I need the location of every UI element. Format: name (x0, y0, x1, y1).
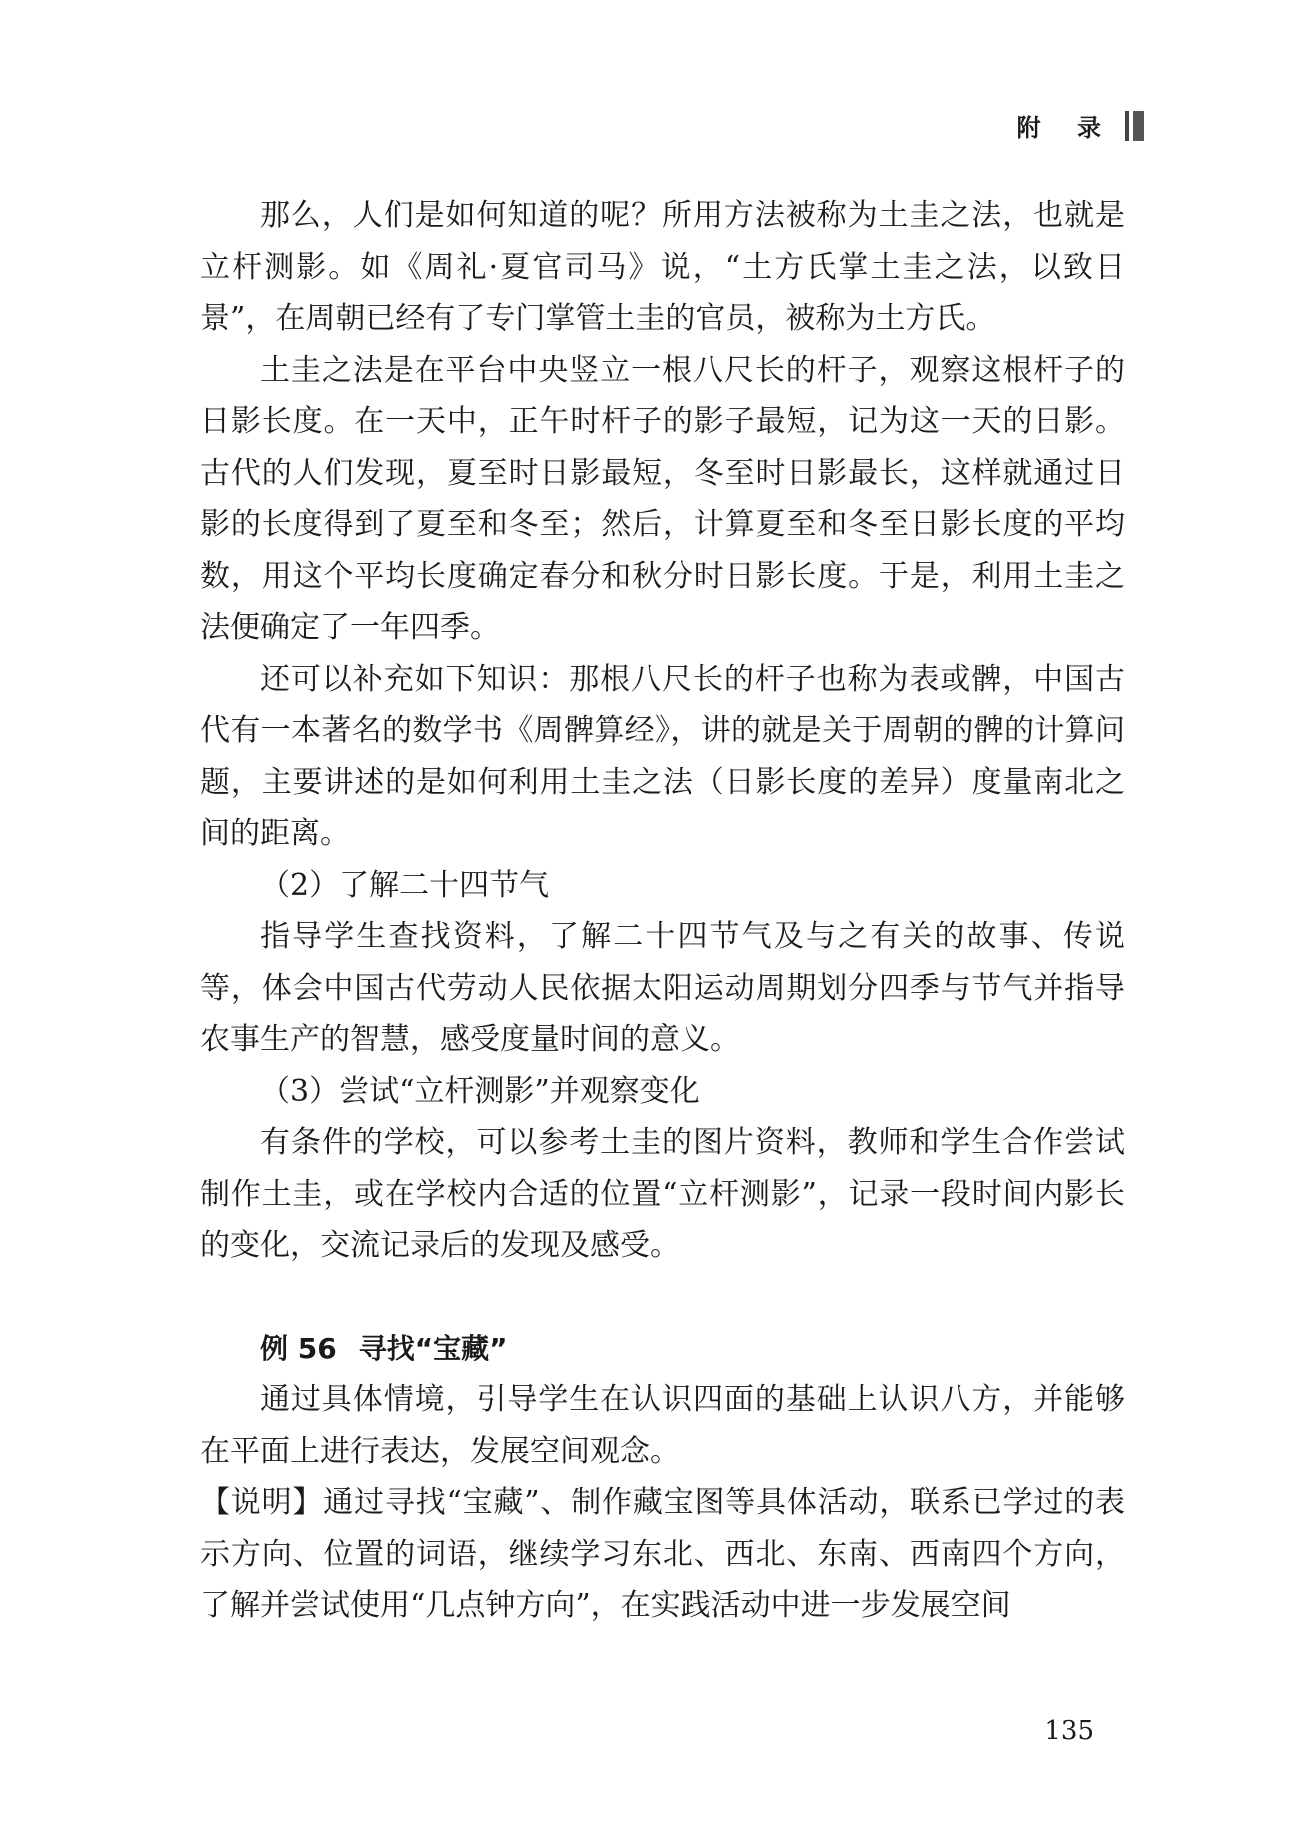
example-number: 例 56 (260, 1331, 337, 1365)
example-heading (200, 1323, 1125, 1375)
running-header (1017, 108, 1144, 143)
page-body (200, 190, 1125, 1632)
example-note-paragraph (200, 1477, 1125, 1632)
note-text: 通过寻找“宝藏”、制作藏宝图等具体活动，联系已学过的表示方向、位置的词语，继续学习东北、西北、东南、西南四个方向，了解并尝试使用“几点钟方向”，在实践活动中进一步发展空间 (200, 1485, 1125, 1623)
example-intro-paragraph: 通过具体情境，引导学生在认识四面的基础上认识八方，并能够在平面上进行表达，发展空间观念。 (200, 1382, 1125, 1469)
paragraph-tugui-method-intro: 那么，人们是如何知道的呢？所用方法被称为土圭之法，也就是立杆测影。如《周礼·夏官司马》说，“土方氏掌土圭之法，以致日景”，在周朝已经有了专门掌管土圭的官员，被称为土方氏。 (200, 198, 1125, 336)
header-bar-thick (1133, 111, 1144, 141)
subheading-solar-terms: （2）了解二十四节气 (260, 867, 550, 903)
paragraph-solar-terms: 指导学生查找资料，了解二十四节气及与之有关的故事、传说等，体会中国古代劳动人民依据太阳运动周期划分四季与节气并指导农事生产的智慧，感受度量时间的意义。 (200, 919, 1125, 1057)
section-spacer (200, 1272, 1125, 1323)
example-title: 寻找“宝藏” (358, 1331, 508, 1365)
subheading-pole-shadow: （3）尝试“立杆测影”并观察变化 (260, 1073, 700, 1109)
page-number: 135 (1044, 1716, 1094, 1746)
header-bar-thin (1125, 111, 1129, 141)
paragraph-tugui-method-detail: 土圭之法是在平台中央竖立一根八尺长的杆子，观察这根杆子的日影长度。在一天中，正午时杆子的影子最短，记为这一天的日影。古代的人们发现，夏至时日影最短，冬至时日影最长，这样就通过日影的长度得到了夏至和冬至；然后，计算夏至和冬至日影长度的平均数，用这个平均长度确定春分和秋分时日影长度。于是，利用土圭之法便确定了一年四季。 (200, 352, 1125, 645)
section-title: 附 录 (1016, 114, 1115, 142)
paragraph-supplementary-knowledge: 还可以补充如下知识：那根八尺长的杆子也称为表或髀，中国古代有一本著名的数学书《周髀算经》，讲的就是关于周朝的髀的计算问题，主要讲述的是如何利用土圭之法（日影长度的差异）度量南北之间的距离。 (200, 661, 1125, 851)
note-label: 【说明】 (200, 1485, 324, 1520)
header-decoration-bars (1125, 111, 1144, 141)
paragraph-pole-shadow: 有条件的学校，可以参考土圭的图片资料，教师和学生合作尝试制作土圭，或在学校内合适的位置“立杆测影”，记录一段时间内影长的变化，交流记录后的发现及感受。 (200, 1125, 1125, 1263)
